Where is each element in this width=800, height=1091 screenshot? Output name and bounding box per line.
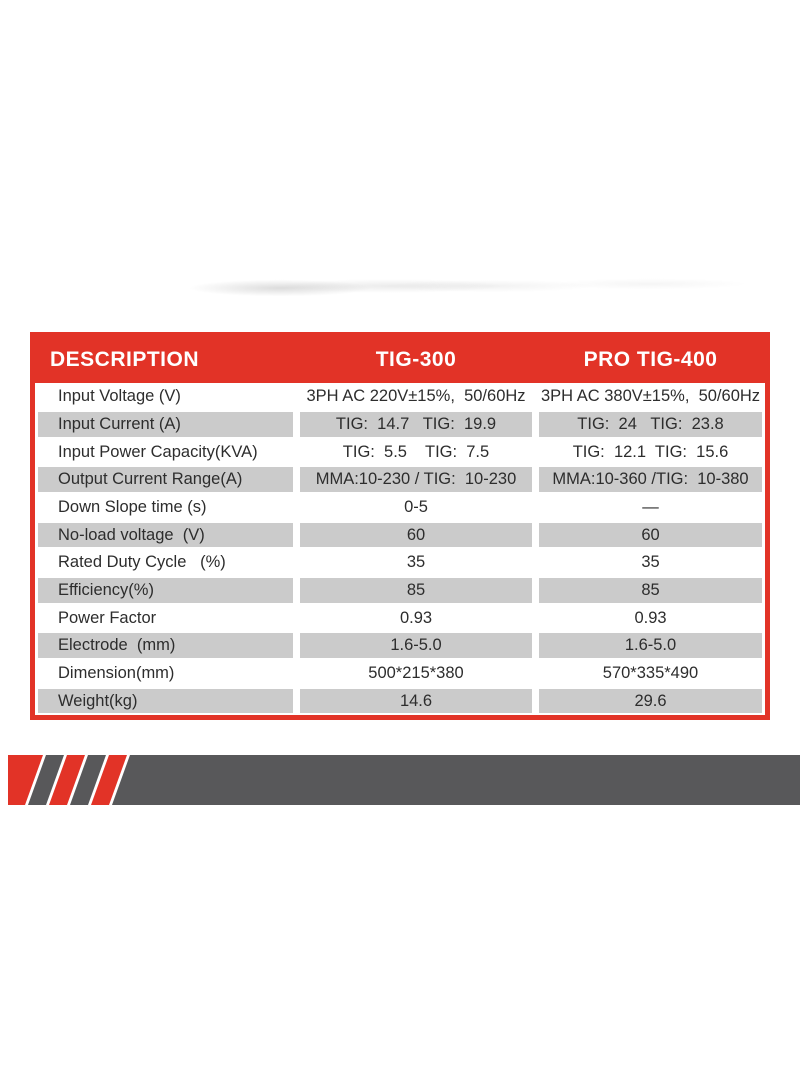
row-label: Rated Duty Cycle (%) <box>58 553 226 572</box>
row-label: Output Current Range(A) <box>38 467 293 492</box>
tig-300-value: 85 <box>300 578 532 603</box>
tig-300-value: TIG: 14.7 TIG: 19.9 <box>300 412 532 437</box>
photo-shadow-smudge <box>60 274 760 308</box>
tig-300-value: 3PH AC 220V±15%, 50/60Hz <box>306 387 526 406</box>
tig-300-value: 14.6 <box>300 689 532 714</box>
pro-tig-400-value: 3PH AC 380V±15%, 50/60Hz <box>540 387 761 406</box>
tig-300-value: 0-5 <box>404 497 428 516</box>
footer-stripes-svg <box>0 755 800 805</box>
row-label: Electrode (mm) <box>38 633 293 658</box>
row-label: Power Factor <box>58 608 157 627</box>
column-header-tig-300: TIG-300 <box>375 348 457 371</box>
pro-tig-400-value: 0.93 <box>634 608 667 627</box>
tig-300-value: TIG: 5.5 TIG: 7.5 <box>342 442 490 461</box>
tig-300-value: 1.6-5.0 <box>300 633 532 658</box>
row-label: Input Voltage (V) <box>58 387 181 406</box>
pro-tig-400-value: TIG: 12.1 TIG: 15.6 <box>572 442 729 461</box>
tig-300-value: 60 <box>300 523 532 548</box>
tig-300-value: MMA:10-230 / TIG: 10-230 <box>300 467 532 492</box>
table-row <box>35 411 765 439</box>
row-label: Efficiency(%) <box>38 578 293 603</box>
specification-table <box>30 332 770 720</box>
pro-tig-400-value: — <box>642 497 659 516</box>
row-label: No-load voltage (V) <box>38 523 293 548</box>
diagonal-stripes-decoration <box>0 755 800 805</box>
row-label: Dimension(mm) <box>58 663 175 682</box>
table-row <box>35 438 765 466</box>
table-row <box>35 521 765 549</box>
row-label: Input Power Capacity(KVA) <box>58 442 258 461</box>
pro-tig-400-value: 35 <box>641 553 660 572</box>
table-row <box>35 577 765 605</box>
column-header-description: DESCRIPTION <box>50 348 200 371</box>
pro-tig-400-value: 60 <box>539 523 762 548</box>
pro-tig-400-value: 1.6-5.0 <box>539 633 762 658</box>
row-label: Input Current (A) <box>38 412 293 437</box>
table-row <box>35 660 765 688</box>
table-row <box>35 604 765 632</box>
table-body <box>35 383 765 715</box>
pro-tig-400-value: 85 <box>539 578 762 603</box>
pro-tig-400-value: MMA:10-360 /TIG: 10-380 <box>539 467 762 492</box>
pro-tig-400-value: 29.6 <box>539 689 762 714</box>
table-row <box>35 632 765 660</box>
row-label: Down Slope time (s) <box>58 497 207 516</box>
footer-bar <box>112 755 800 805</box>
row-label: Weight(kg) <box>38 689 293 714</box>
table-row <box>35 494 765 522</box>
pro-tig-400-value: 570*335*490 <box>602 663 699 682</box>
tig-300-value: 35 <box>406 553 426 572</box>
pro-tig-400-value: TIG: 24 TIG: 23.8 <box>539 412 762 437</box>
table-row <box>35 687 765 715</box>
tig-300-value: 0.93 <box>399 608 433 627</box>
table-row <box>35 549 765 577</box>
column-header-pro-tig-400: PRO TIG-400 <box>583 348 718 371</box>
table-row <box>35 383 765 411</box>
tig-300-value: 500*215*380 <box>368 663 464 682</box>
table-row <box>35 466 765 494</box>
table-header-row <box>35 337 765 383</box>
